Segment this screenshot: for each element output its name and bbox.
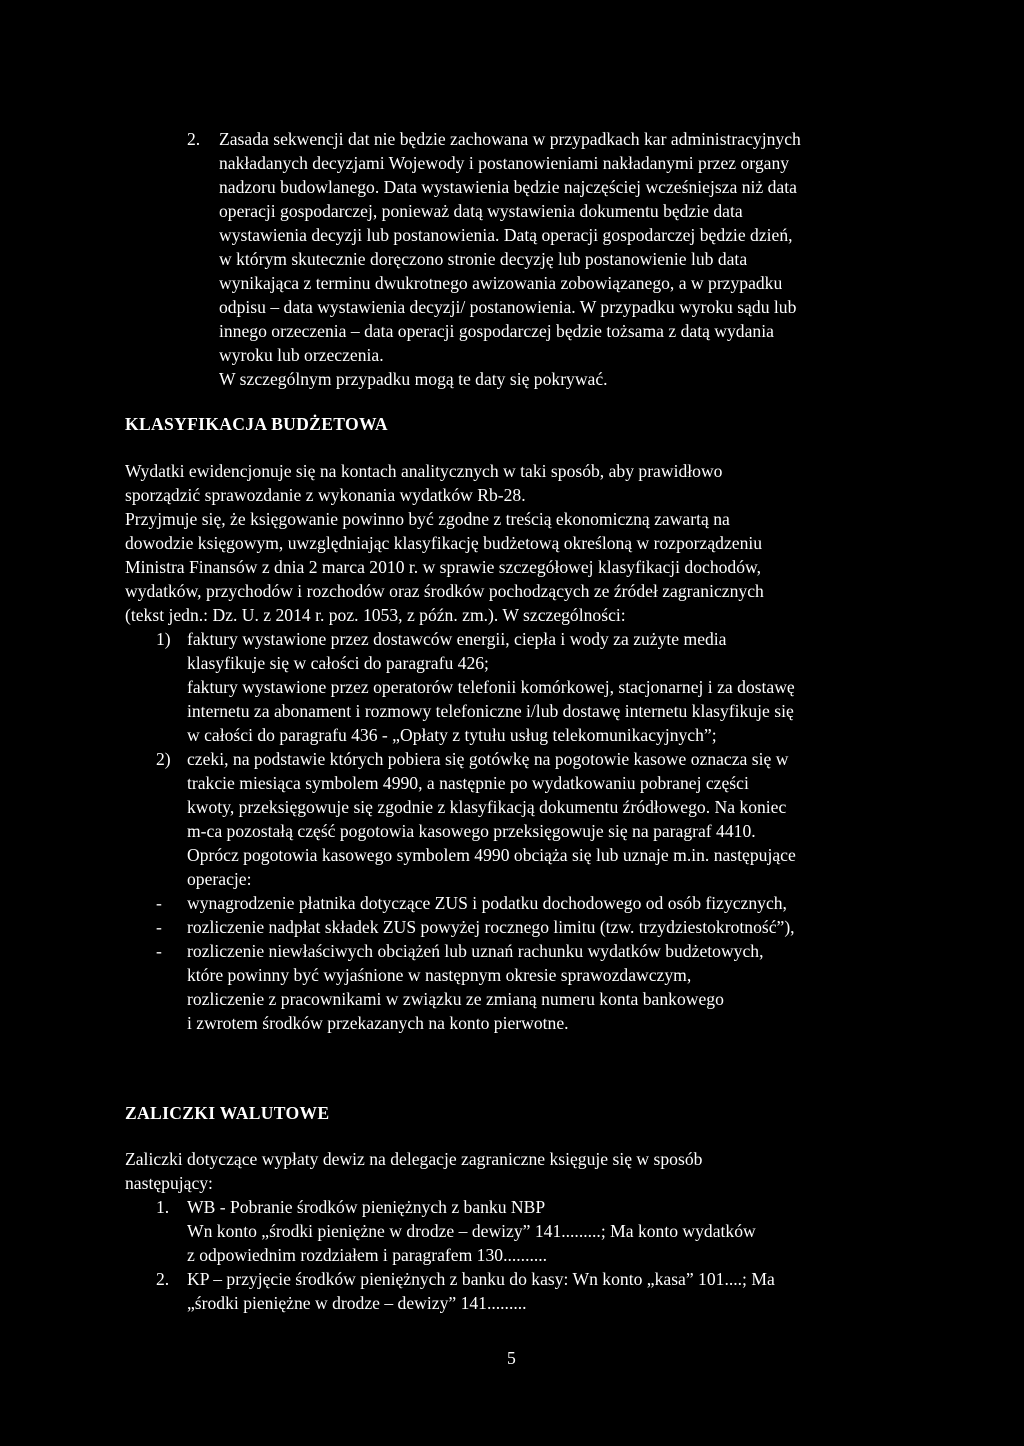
text-line: dowodzie księgowym, uwzględniając klasyfikację budżetową określoną w rozporządzeniu [125, 533, 763, 553]
list-item-number: 2) [156, 749, 171, 769]
text-line: W szczególnym przypadku mogą te daty się pokrywać. [219, 369, 608, 389]
text-line: WB - Pobranie środków pieniężnych z banku NBP [187, 1197, 546, 1217]
list-item-number: 1. [156, 1197, 170, 1217]
text-line: sporządzić sprawozdanie z wykonania wydatków Rb-28. [125, 485, 526, 505]
text-line: czeki, na podstawie których pobiera się gotówkę na pogotowie kasowe oznacza się w [187, 749, 789, 769]
text-line: rozliczenie z pracownikami w związku ze zmianą numeru konta bankowego [187, 989, 724, 1009]
dash-bullet: - [156, 941, 162, 961]
text-line: Zaliczki dotyczące wypłaty dewiz na delegacje zagraniczne księguje się w sposób [125, 1149, 703, 1169]
text-line: wyroku lub orzeczenia. [219, 345, 384, 365]
text-line: trakcie miesiąca symbolem 4990, a następnie po wydatkowaniu pobranej części [187, 773, 749, 793]
list-item-number: 2. [156, 1269, 170, 1289]
text-line: Przyjmuje się, że księgowanie powinno być zgodne z treścią ekonomiczną zawartą na [125, 509, 730, 529]
list-item-number: 1) [156, 629, 171, 649]
text-line: m-ca pozostałą część pogotowia kasowego przeksięgowuje się na paragraf 4410. [187, 821, 756, 841]
dash-item: rozliczenie nadpłat składek ZUS powyżej rocznego limitu (tzw. trzydziestokrotność”), [187, 917, 795, 937]
text-line: „środki pieniężne w drodze – dewizy” 141......... [187, 1293, 527, 1313]
text-line: kwoty, przeksięgowuje się zgodnie z klasyfikacją dokumentu źródłowego. Na koniec [187, 797, 787, 817]
text-line: z odpowiednim rozdziałem i paragrafem 130.......... [187, 1245, 548, 1265]
text-line: internetu za abonament i rozmowy telefoniczne i/lub dostawę internetu klasyfikuje się [187, 701, 794, 721]
section-heading-zaliczki: ZALICZKI WALUTOWE [125, 1103, 330, 1123]
text-line: (tekst jedn.: Dz. U. z 2014 r. poz. 1053, z późn. zm.). W szczególności: [125, 605, 626, 625]
text-line: operacji gospodarczej, ponieważ datą wystawienia dokumentu będzie data [219, 201, 743, 221]
text-line: i zwrotem środków przekazanych na konto pierwotne. [187, 1013, 569, 1033]
item-number: 2. [187, 129, 201, 149]
text-line: innego orzeczenia – data operacji gospodarczej będzie tożsama z datą wydania [219, 321, 774, 341]
dash-bullet: - [156, 893, 162, 913]
text-line: klasyfikuje się w całości do paragrafu 426; [187, 653, 489, 673]
text-line: Wn konto „środki pieniężne w drodze – dewizy” 141.........; Ma konto wydatków [187, 1221, 756, 1241]
text-line: faktury wystawione przez operatorów telefonii komórkowej, stacjonarnej i za dostawę [187, 677, 795, 697]
text-line: Zasada sekwencji dat nie będzie zachowana w przypadkach kar administracyjnych [219, 129, 801, 149]
text-line: wystawienia decyzji lub postanowienia. Datą operacji gospodarczej będzie dzień, [219, 225, 793, 245]
dash-item: rozliczenie niewłaściwych obciążeń lub uznań rachunku wydatków budżetowych, [187, 941, 764, 961]
text-line: następujący: [125, 1173, 213, 1193]
text-line: w którym skutecznie doręczono stronie decyzję lub postanowienie lub data [219, 249, 748, 269]
text-line: odpisu – data wystawienia decyzji/ postanowienia. W przypadku wyroku sądu lub [219, 297, 797, 317]
text-line: które powinny być wyjaśnione w następnym okresie sprawozdawczym, [187, 965, 692, 985]
text-line: nadzoru budowlanego. Data wystawienia będzie najczęściej wcześniejsza niż data [219, 177, 797, 197]
text-line: Wydatki ewidencjonuje się na kontach analitycznych w taki sposób, aby prawidłowo [125, 461, 723, 481]
text-line: faktury wystawione przez dostawców energii, ciepła i wody za zużyte media [187, 629, 727, 649]
text-line: w całości do paragrafu 436 - „Opłaty z tytułu usług telekomunikacyjnych”; [187, 725, 717, 745]
text-line: Oprócz pogotowia kasowego symbolem 4990 obciąża się lub uznaje m.in. następujące [187, 845, 796, 865]
text-line: wydatków, przychodów i rozchodów oraz środków pochodzących ze źródeł zagranicznych [125, 581, 764, 601]
text-line: operacje: [187, 869, 252, 889]
text-line: KP – przyjęcie środków pieniężnych z banku do kasy: Wn konto „kasa” 101....; Ma [187, 1269, 775, 1289]
text-line: wynikająca z terminu dwukrotnego awizowania zobowiązanego, a w przypadku [219, 273, 783, 293]
page-number: 5 [507, 1348, 516, 1368]
dash-bullet: - [156, 917, 162, 937]
text-line: nakładanych decyzjami Wojewody i postanowieniami nakładanymi przez organy [219, 153, 790, 173]
text-line: Ministra Finansów z dnia 2 marca 2010 r. w sprawie szczegółowej klasyfikacji dochodów, [125, 557, 761, 577]
dash-item: wynagrodzenie płatnika dotyczące ZUS i podatku dochodowego od osób fizycznych, [187, 893, 787, 913]
section-heading-klasyfikacja: KLASYFIKACJA BUDŻETOWA [125, 414, 388, 434]
